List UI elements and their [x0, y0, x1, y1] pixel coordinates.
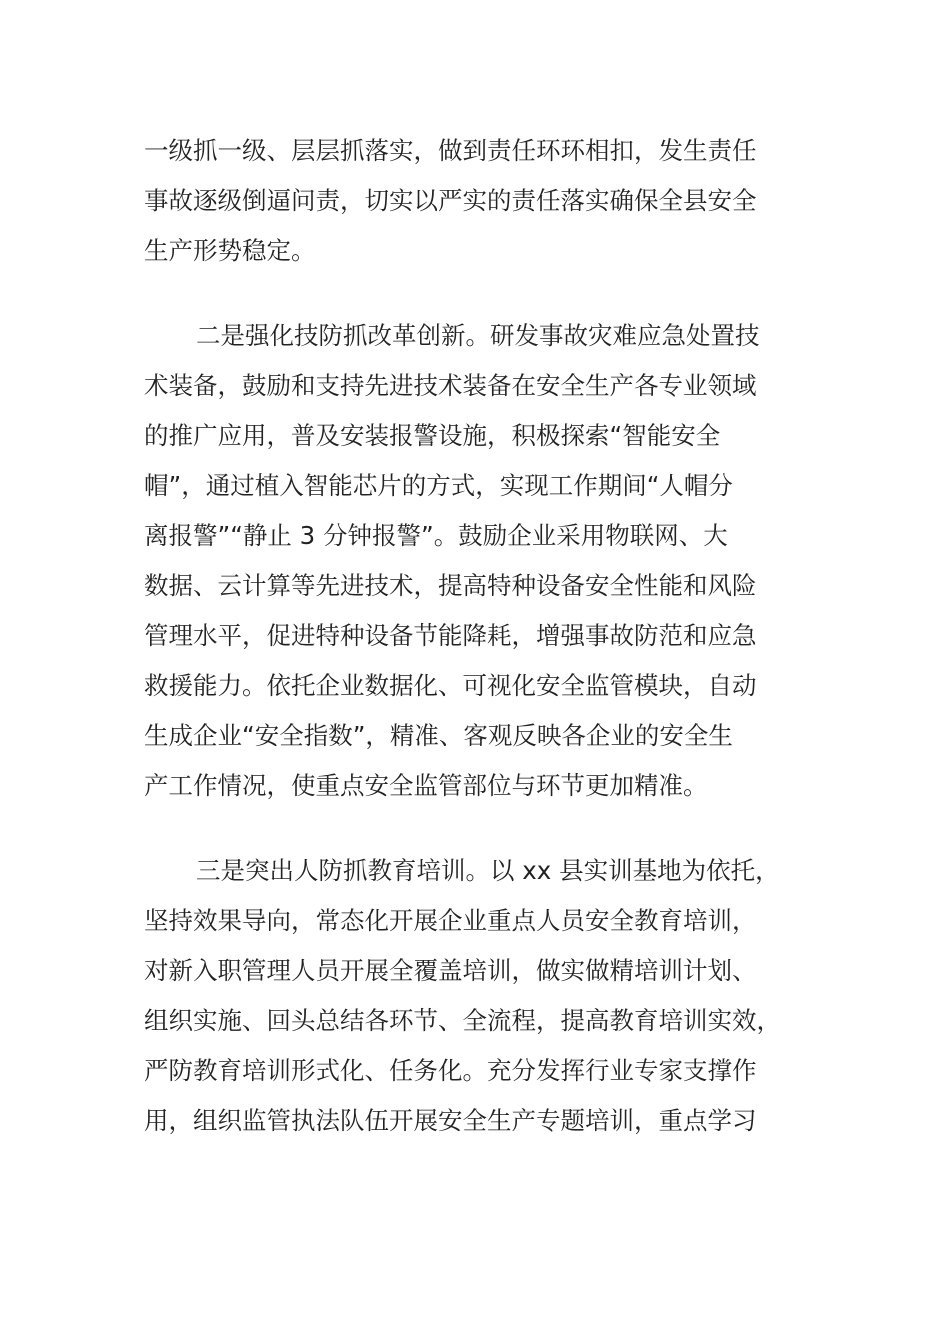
text-line: 数据、云计算等先进技术，提高特种设备安全性能和风险	[144, 571, 757, 600]
text-line: 三是突出人防抓教育培训。以 xx 县实训基地为依托，	[196, 856, 780, 885]
text-line: 管理水平，促进特种设备节能降耗，增强事故防范和应急	[144, 621, 757, 650]
text-line: 的推广应用，普及安装报警设施，积极探索“智能安全	[144, 421, 721, 450]
text-line: 生产形势稳定。	[144, 236, 316, 265]
text-line: 用，组织监管执法队伍开展安全生产专题培训，重点学习	[144, 1106, 757, 1135]
text-line: 事故逐级倒逼问责，切实以严实的责任落实确保全县安全	[144, 186, 757, 215]
text-line: 离报警”“静止 3 分钟报警”。鼓励企业采用物联网、大	[144, 521, 728, 550]
text-line: 对新入职管理人员开展全覆盖培训，做实做精培训计划、	[144, 956, 757, 985]
paragraph-training	[144, 846, 806, 1146]
text-line: 产工作情况，使重点安全监管部位与环节更加精准。	[144, 771, 708, 800]
text-line: 组织实施、回头总结各环节、全流程，提高教育培训实效，	[144, 1006, 781, 1035]
text-line: 二是强化技防抓改革创新。研发事故灾难应急处置技	[196, 321, 760, 350]
paragraph-responsibility	[144, 126, 806, 276]
text-line: 一级抓一级、层层抓落实，做到责任环环相扣，发生责任	[144, 136, 757, 165]
text-line: 救援能力。依托企业数据化、可视化安全监管模块，自动	[144, 671, 757, 700]
text-line: 术装备，鼓励和支持先进技术装备在安全生产各专业领域	[144, 371, 757, 400]
paragraph-tech-defense	[144, 311, 806, 811]
text-line: 坚持效果导向，常态化开展企业重点人员安全教育培训，	[144, 906, 757, 935]
text-line: 生成企业“安全指数”，精准、客观反映各企业的安全生	[144, 721, 733, 750]
text-line: 严防教育培训形式化、任务化。充分发挥行业专家支撑作	[144, 1056, 757, 1085]
text-line: 帽”，通过植入智能芯片的方式，实现工作期间“人帽分	[144, 471, 733, 500]
